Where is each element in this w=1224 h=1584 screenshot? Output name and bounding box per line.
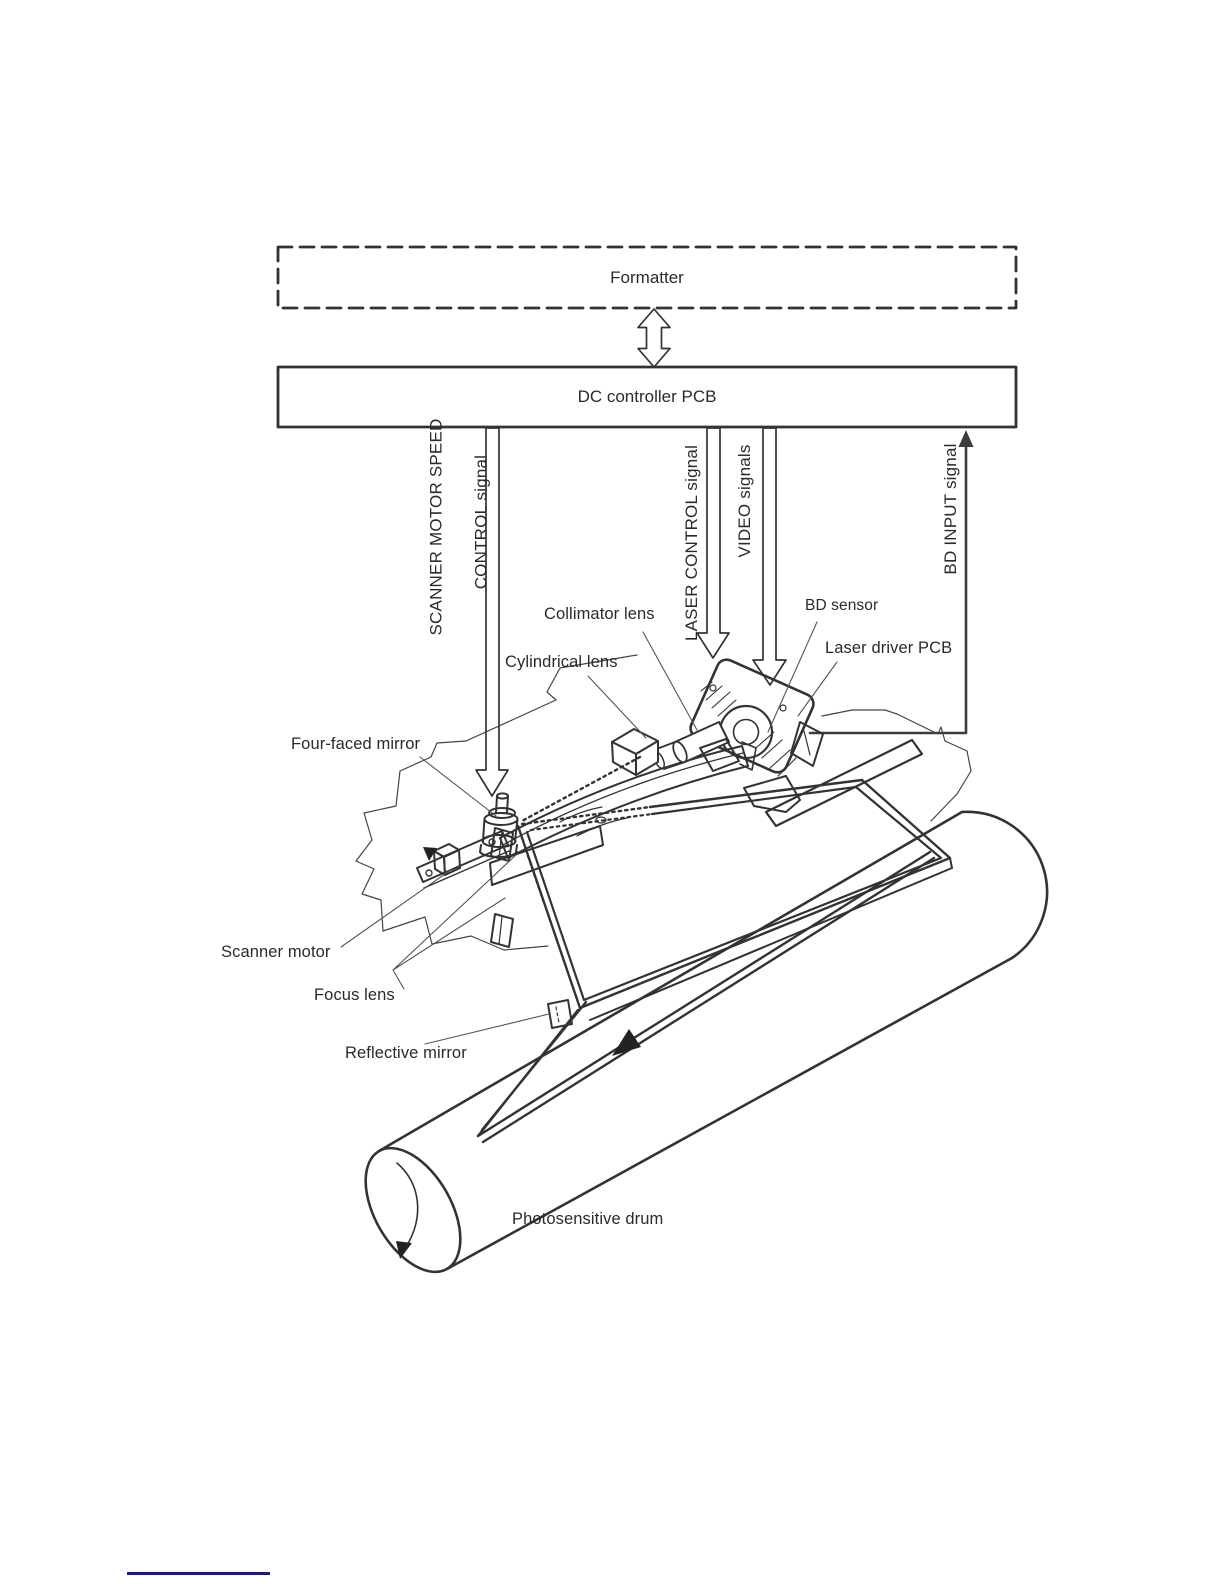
laser-control-signal-label: LASER CONTROL signal [681,444,701,642]
photosensitive-drum-label: Photosensitive drum [512,1210,664,1228]
scanner-motor-signal-label: SCANNER MOTOR SPEED CONTROL signal [426,418,491,636]
focus-lens-assembly [490,742,756,947]
video-signals-arrow [753,428,786,685]
formatter-dc-link-arrow [638,309,670,367]
dc-controller-label: DC controller PCB [577,387,717,406]
laser-beam-path [478,757,950,1142]
cylindrical-lens-element [612,729,658,775]
drum-rotation-arrow [396,1163,418,1259]
scanner-frame [356,655,971,950]
reflective-mirror-label: Reflective mirror [345,1044,467,1062]
laser-driver-pcb-label: Laser driver PCB [825,639,953,657]
formatter-label: Formatter [610,267,684,287]
bd-sensor-label: BD sensor [805,597,879,614]
four-faced-mirror-label: Four-faced mirror [291,735,421,753]
scanner-motor-label: Scanner motor [221,943,331,961]
cylindrical-lens-label: Cylindrical lens [505,653,618,671]
scanner-motor-assembly [417,831,509,888]
bd-input-signal-label: BD INPUT signal [940,443,960,575]
footer-link-underline[interactable] [127,1572,270,1575]
leader-lines [341,622,837,1044]
video-signals-label: VIDEO signals [734,444,754,558]
collimator-lens-label: Collimator lens [544,605,655,623]
focus-lens-label: Focus lens [314,986,395,1004]
